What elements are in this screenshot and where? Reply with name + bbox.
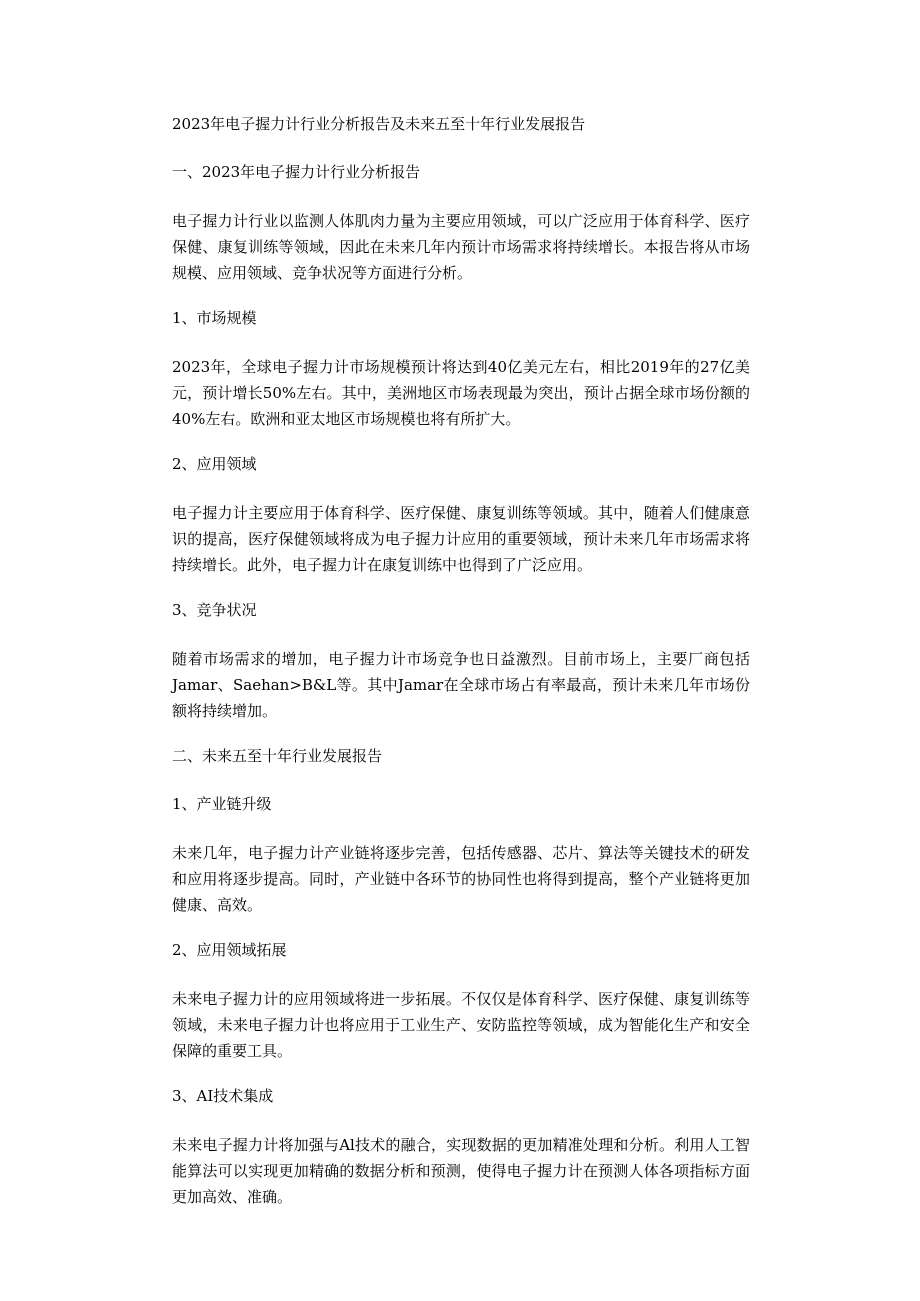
part1-heading: 一、2023年电子握力计行业分析报告	[172, 163, 421, 181]
application-expansion-heading: 2、应用领域拓展	[172, 941, 287, 959]
competition-body: 随着市场需求的增加，电子握力计市场竞争也日益激烈。目前市场上，主要厂商包括Jamar、Saehan>B&L等。其中Jamar在全球市场占有率最高，预计未来几年市场份额将持续增加。	[172, 650, 750, 720]
competition-heading: 3、竞争状况	[172, 601, 257, 619]
application-body: 电子握力计主要应用于体育科学、医疗保健、康复训练等领域。其中，随着人们健康意识的提高，医疗保健领域将成为电子握力计应用的重要领域，预计未来几年市场需求将持续增长。此外，电子握力计在康复训练中也得到了广泛应用。	[172, 504, 750, 574]
part2-heading: 二、未来五至十年行业发展报告	[172, 747, 383, 765]
application-expansion-body: 未来电子握力计的应用领域将进一步拓展。不仅仅是体育科学、医疗保健、康复训练等领域，未来电子握力计也将应用于工业生产、安防监控等领域，成为智能化生产和安全保障的重要工具。	[172, 990, 750, 1060]
ai-integration-body: 未来电子握力计将加强与Al技术的融合，实现数据的更加精准处理和分析。利用人工智能算法可以实现更加精确的数据分析和预测，使得电子握力计在预测人体各项指标方面更加高效、准确。	[172, 1136, 750, 1206]
document-title: 2023年电子握力计行业分析报告及未来五至十年行业发展报告	[172, 115, 586, 133]
market-size-heading: 1、市场规模	[172, 309, 257, 327]
market-size-body: 2023年，全球电子握力计市场规模预计将达到40亿美元左右，相比2019年的27亿美元，预计增长50%左右。其中，美洲地区市场表现最为突出，预计占据全球市场份额的40%左右。欧洲和亚太地区市场规模也将有所扩大。	[172, 358, 750, 428]
document-page	[172, 112, 750, 1230]
part1-intro: 电子握力计行业以监测人体肌肉力量为主要应用领域，可以广泛应用于体育科学、医疗保健、康复训练等领域，因此在未来几年内预计市场需求将持续增长。本报告将从市场规模、应用领域、竞争状况等方面进行分析。	[172, 212, 750, 282]
application-heading: 2、应用领域	[172, 455, 257, 473]
industry-chain-body: 未来几年，电子握力计产业链将逐步完善，包括传感器、芯片、算法等关键技术的研发和应用将逐步提高。同时，产业链中各环节的协同性也将得到提高，整个产业链将更加健康、高效。	[172, 844, 750, 914]
ai-integration-heading: 3、AI技术集成	[172, 1087, 274, 1105]
industry-chain-heading: 1、产业链升级	[172, 795, 272, 813]
